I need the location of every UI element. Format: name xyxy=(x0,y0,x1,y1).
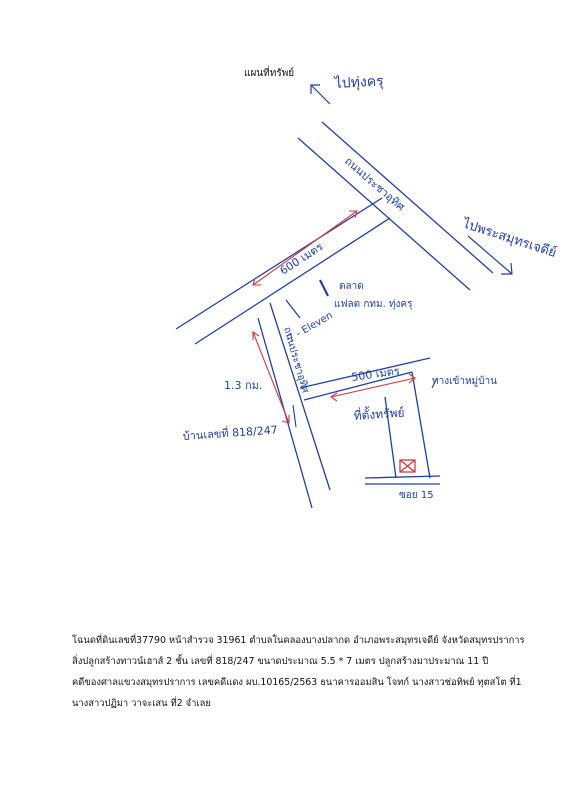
property-block-bottom xyxy=(365,476,440,478)
main-road-edge-right xyxy=(322,122,493,273)
label-7-eleven: 7 - Eleven xyxy=(286,310,335,345)
label-dist-1-3: 1.3 กม. xyxy=(224,379,263,392)
document-caption xyxy=(72,630,542,714)
label-house-right: ทางเข้าหมู่บ้าน xyxy=(432,376,497,387)
main-road-edge-left xyxy=(298,138,470,290)
label-soi-bottom: ซอย 15 xyxy=(399,490,434,501)
arrow-to-top-line xyxy=(311,85,330,104)
label-to-right: ไปพระสมุทรเจดีย์ xyxy=(460,216,559,261)
label-house-left: บ้านเลขที่ 818/247 xyxy=(182,423,279,443)
caption-line-3: คดีของศาลแขวงสมุทรปราการ เลขคดีแดง ผบ.10165/2563 ธนาคารออมสิน โจทก์ นางสาวช่อทิพย์ ทุตสโต ที่1 xyxy=(72,677,522,688)
caption-line-2: สิ่งปลูกสร้างทาวน์เฮาส์ 2 ชั้น เลขที่ 818/247 ขนาดประมาณ 5.5 * 7 เมตร ปลูกสร้างมาประมาณ 11 ปี xyxy=(72,656,489,667)
label-property: ที่ตั้งทรัพย์ xyxy=(353,405,405,423)
caption-line-1: โฉนดที่ดินเลขที่37790 หน้าสำรวจ 31961 ตำบลในคลองบางปลากด อำเภอพระสมุทรเจดีย์ จังหวัดสมุทรปราการ xyxy=(72,635,525,646)
label-market-1: ตลาด xyxy=(339,281,364,292)
map-roads xyxy=(176,122,493,508)
label-dist-600: 600 เมตร xyxy=(277,240,326,278)
map-arrows xyxy=(311,85,512,274)
property-marker xyxy=(400,460,415,472)
market-pointer xyxy=(320,280,328,296)
label-dist-500: 500 เมตร xyxy=(350,364,401,384)
label-soi-road: ถนนประชาอุทิศ xyxy=(281,325,311,395)
label-market-2: แฟลต กทม. ทุ่งครุ xyxy=(334,299,413,310)
page-title: แผนที่ทรัพย์ xyxy=(244,68,295,79)
map-distance-markers xyxy=(253,211,415,423)
label-main-road: ถนนประชาอุทิศ xyxy=(342,154,408,214)
label-to-top: ไปทุ่งครุ xyxy=(334,73,385,92)
7-eleven-pointer xyxy=(286,300,300,318)
caption-line-4: นางสาวปฏิมา วาจะเสน ที่2 จำเลย xyxy=(72,698,211,709)
